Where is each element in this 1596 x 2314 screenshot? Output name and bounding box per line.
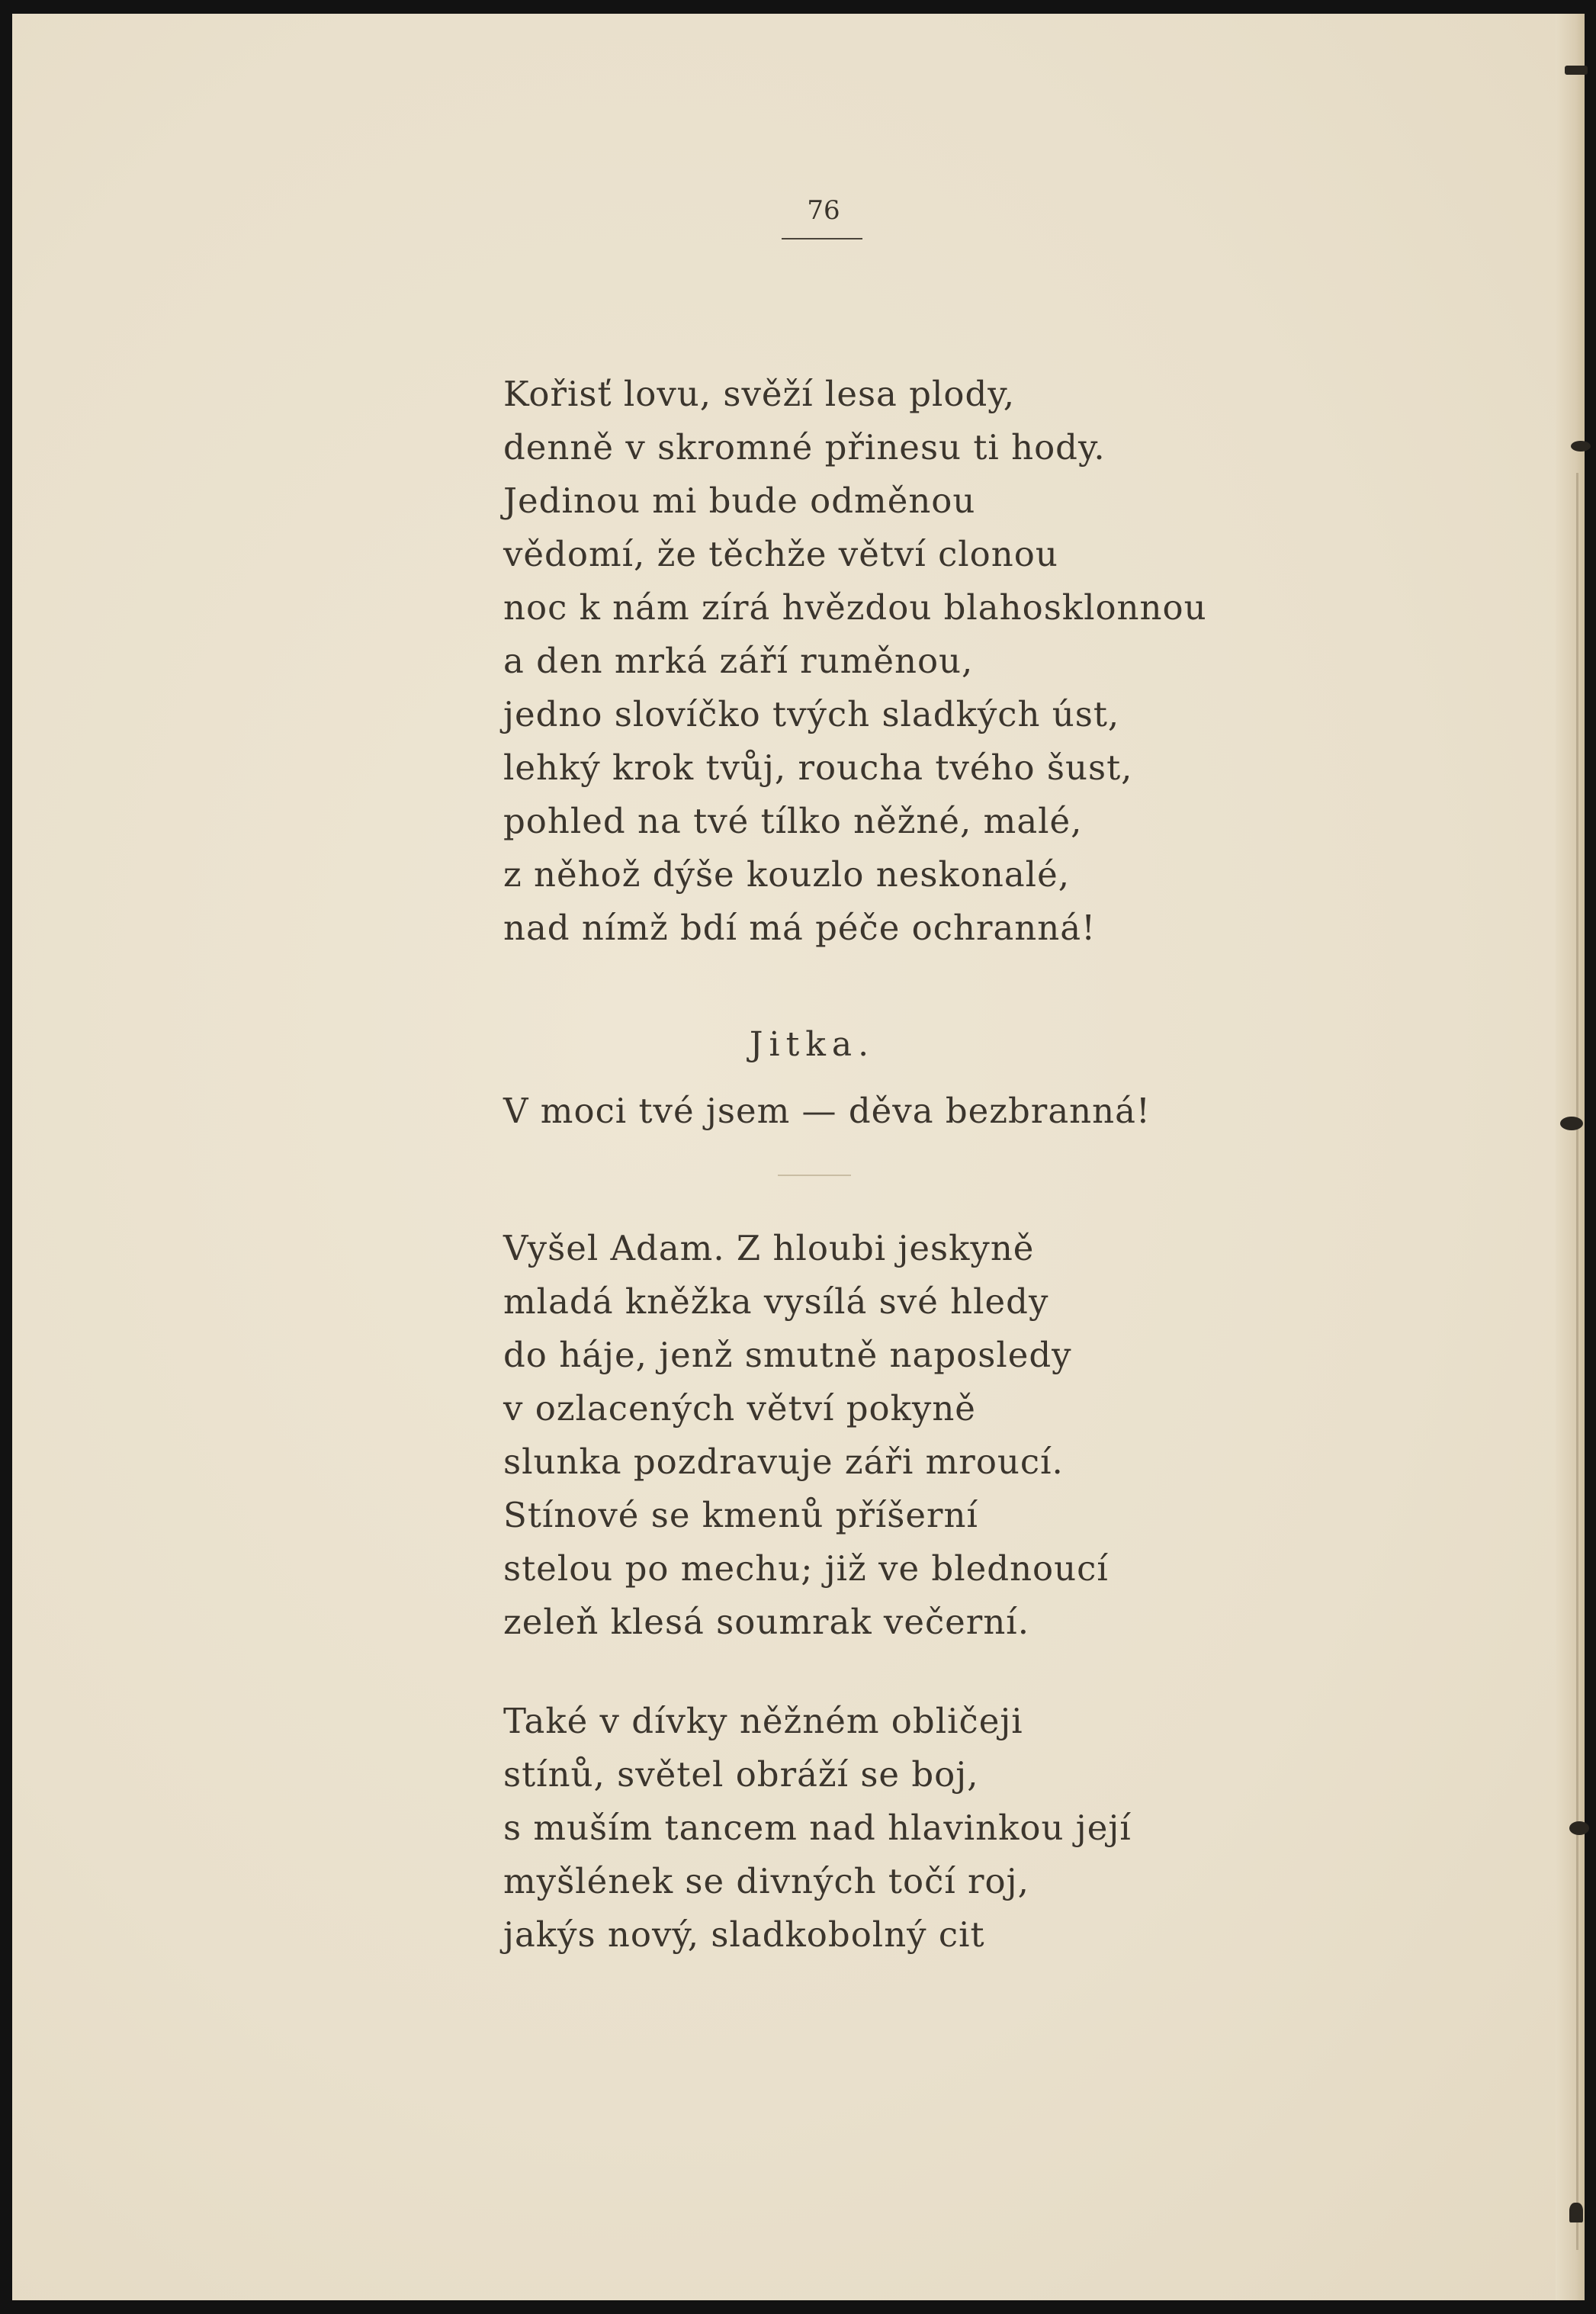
- verse-line: noc k nám zírá hvězdou blahosklonnou: [503, 587, 1207, 628]
- binding-mark: [1569, 1821, 1589, 1835]
- stanza-1: [503, 368, 1207, 955]
- page-edge-shadow: [1576, 473, 1578, 2250]
- verse-line: Vyšel Adam. Z hloubi jeskyně: [503, 1228, 1035, 1268]
- verse-line: slunka pozdravuje záři mroucí.: [503, 1441, 1064, 1482]
- section-divider: [778, 1175, 851, 1176]
- verse-line: jedno slovíčko tvých sladkých úst,: [503, 694, 1120, 734]
- page-edge: [1556, 14, 1585, 2300]
- verse-line: nad nímž bdí má péče ochranná!: [503, 908, 1097, 948]
- verse-line: jakýs nový, sladkobolný cit: [503, 1914, 985, 1955]
- stanza-4: [503, 1695, 1132, 1962]
- binding-mark: [1565, 66, 1588, 75]
- verse-line: stelou po mechu; již ve blednoucí: [503, 1548, 1109, 1589]
- verse-line: lehký krok tvůj, roucha tvého šust,: [503, 747, 1133, 788]
- verse-line: do háje, jenž smutně naposledy: [503, 1335, 1072, 1375]
- page-number: 76: [807, 195, 840, 226]
- verse-line: s muším tancem nad hlavinkou její: [503, 1808, 1132, 1848]
- verse-line: z něhož dýše kouzlo neskonalé,: [503, 854, 1071, 895]
- speaker-name: Jitka.: [749, 1025, 875, 1064]
- verse-line: Kořisť lovu, svěží lesa plody,: [503, 374, 1016, 414]
- stanza-3: [503, 1222, 1109, 1649]
- verse-line: myšlének se divných točí roj,: [503, 1861, 1029, 1901]
- verse-line: vědomí, že těchže větví clonou: [503, 534, 1058, 574]
- verse-line: Stínové se kmenů příšerní: [503, 1495, 978, 1535]
- speaker-line: V moci tvé jsem — děva bezbranná!: [503, 1091, 1151, 1131]
- verse-line: denně v skromné přinesu ti hody.: [503, 427, 1106, 468]
- binding-mark: [1569, 2203, 1583, 2222]
- verse-line: zeleň klesá soumrak večerní.: [503, 1602, 1029, 1642]
- verse-line: stínů, světel obráží se boj,: [503, 1754, 979, 1795]
- verse-line: v ozlacených větví pokyně: [503, 1388, 976, 1429]
- page-number-rule: [782, 238, 862, 239]
- binding-mark: [1571, 441, 1591, 452]
- verse-line: mladá kněžka vysílá své hledy: [503, 1281, 1049, 1322]
- verse-line: Jedinou mi bude odměnou: [503, 480, 976, 521]
- verse-line: pohled na tvé tílko něžné, malé,: [503, 801, 1083, 841]
- verse-line: a den mrká září ruměnou,: [503, 641, 974, 681]
- binding-mark: [1560, 1117, 1583, 1130]
- verse-line: Také v dívky něžném obličeji: [503, 1701, 1023, 1741]
